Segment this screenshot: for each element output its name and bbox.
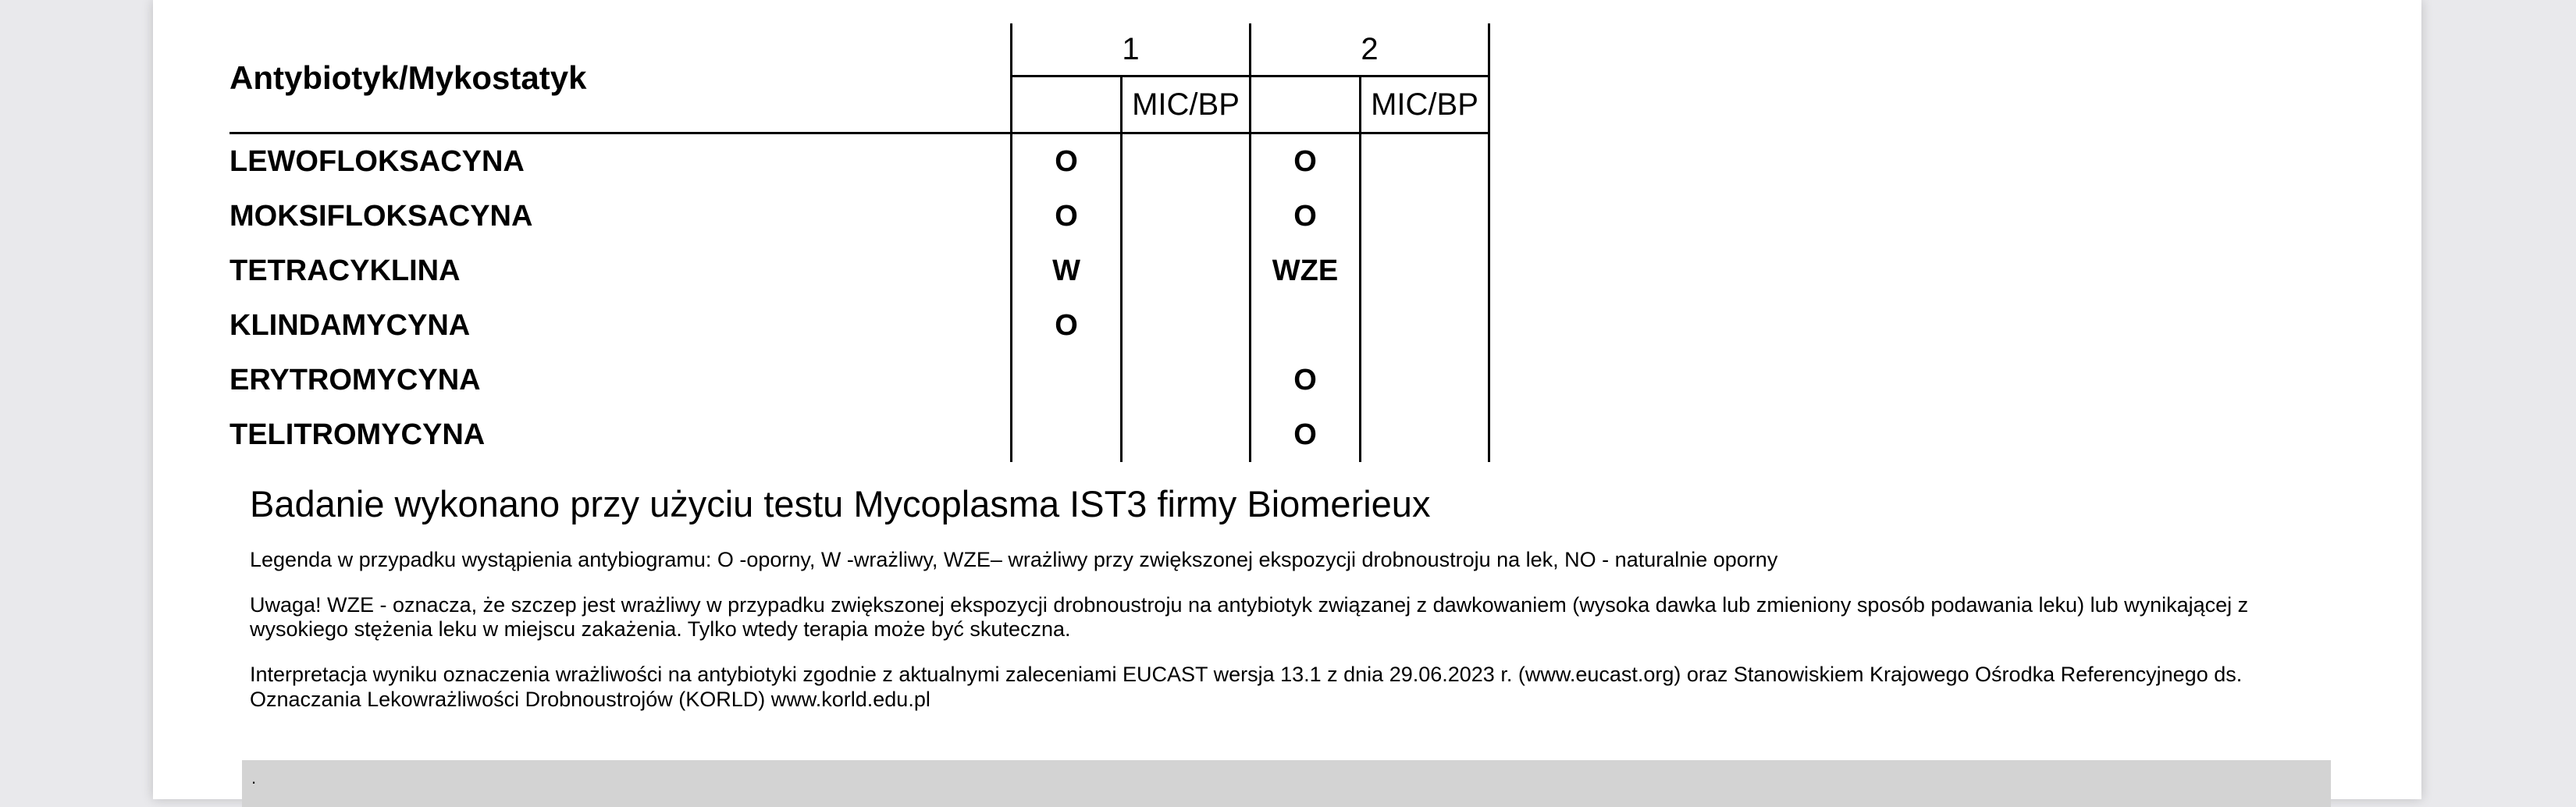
group-1-mic	[1122, 407, 1251, 462]
group-1-mic	[1122, 133, 1251, 190]
group-2-result: O	[1251, 353, 1361, 407]
group-2-mic	[1361, 353, 1489, 407]
group-2-result: O	[1251, 189, 1361, 244]
group-2-result-subheader	[1251, 76, 1361, 133]
antibiotic-name: LEWOFLOKSACYNA	[229, 144, 525, 178]
document-page	[153, 0, 2421, 799]
group-1-result: W	[1012, 244, 1122, 298]
group-1-mic	[1122, 298, 1251, 353]
group-1-mic	[1122, 353, 1251, 407]
footer-band-text: .	[251, 768, 257, 787]
group-1-result-subheader	[1012, 76, 1122, 133]
warning-note: Uwaga! WZE - oznacza, że szczep jest wrażliwy w przypadku zwiększonej ekspozycji drobnoustroju na antybiotyk związanej z dawkowaniem (wysoka dawka lub zmieniony sposób podawania leku) lub wynikającej z wysokiego stężenia leku w miejscu zakażenia. Tylko wtedy terapia może być skuteczna.	[250, 592, 2249, 642]
group-2-header: 2	[1251, 23, 1489, 76]
table-row	[229, 353, 1489, 407]
antibiotic-name: KLINDAMYCYNA	[229, 308, 471, 342]
method-note: Badanie wykonano przy użyciu testu Mycoplasma IST3 firmy Biomerieux	[250, 483, 1431, 524]
group-1-result	[1012, 353, 1122, 407]
group-1-result: O	[1012, 133, 1122, 190]
group-1-result: O	[1012, 189, 1122, 244]
group-2-mic	[1361, 244, 1489, 298]
legend-note: Legenda w przypadku wystąpienia antybiogramu: O -oporny, W -wrażliwy, WZE– wrażliwy przy zwiększonej ekspozycji drobnoustroju na lek, NO - naturalnie oporny	[250, 547, 1778, 571]
group-1-result	[1012, 407, 1122, 462]
antibiotic-name: TETRACYKLINA	[229, 254, 461, 287]
group-2-mic	[1361, 189, 1489, 244]
footer-band	[242, 760, 2331, 807]
group-1-mic	[1122, 189, 1251, 244]
group-1-header: 1	[1012, 23, 1251, 76]
group-1-mic-subheader: MIC/BP	[1122, 76, 1251, 133]
group-1-mic	[1122, 244, 1251, 298]
group-2-mic-subheader: MIC/BP	[1361, 76, 1489, 133]
antibiotic-name: ERYTROMYCYNA	[229, 363, 481, 396]
table-row	[229, 133, 1489, 190]
table-title: Antybiotyk/Mykostatyk	[229, 23, 1012, 133]
interpretation-note: Interpretacja wyniku oznaczenia wrażliwości na antybiotyki zgodnie z aktualnymi zaleceniami EUCAST wersja 13.1 z dnia 29.06.2023 r. (www.eucast.org) oraz Stanowiskiem Krajowego Ośrodka Referencyjnego ds. Oznaczania Lekowrażliwości Drobnoustrojów (KORLD) www.korld.edu.pl	[250, 663, 2243, 712]
group-2-result: WZE	[1251, 244, 1361, 298]
group-2-result: O	[1251, 407, 1361, 462]
table-row	[229, 407, 1489, 462]
group-2-result: O	[1251, 133, 1361, 190]
group-2-mic	[1361, 407, 1489, 462]
group-2-result	[1251, 298, 1361, 353]
table-row	[229, 298, 1489, 353]
group-2-mic	[1361, 298, 1489, 353]
table-header-row	[229, 23, 1489, 76]
table-row	[229, 244, 1489, 298]
group-1-result: O	[1012, 298, 1122, 353]
antibiogram-table	[229, 23, 1490, 462]
report-notes	[250, 484, 2342, 733]
antibiotic-name: MOKSIFLOKSACYNA	[229, 199, 533, 233]
table-row	[229, 189, 1489, 244]
group-2-mic	[1361, 133, 1489, 190]
antibiotic-name: TELITROMYCYNA	[229, 418, 486, 451]
